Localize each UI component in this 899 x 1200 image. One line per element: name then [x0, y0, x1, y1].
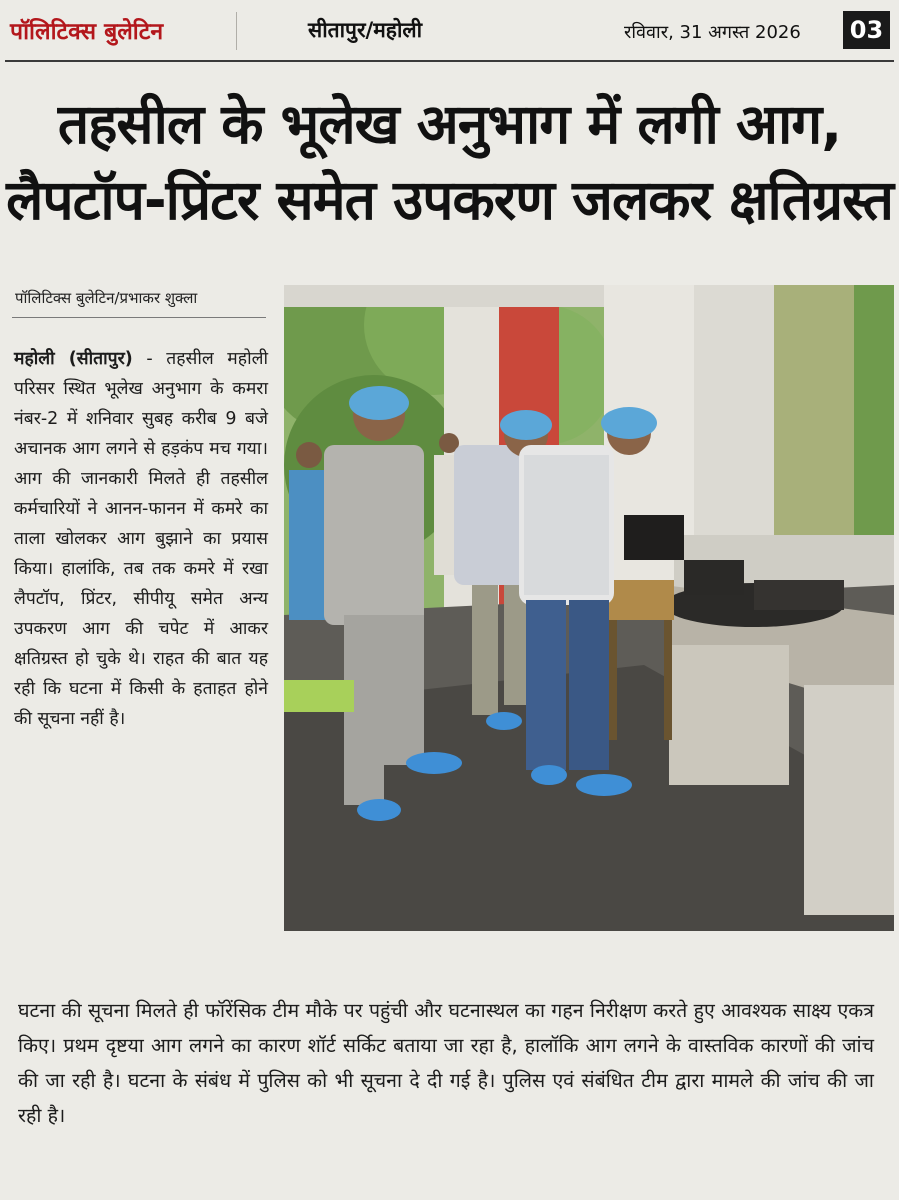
byline-rule [12, 317, 266, 318]
edition-label: सीतापुर/महोली [308, 18, 423, 42]
headline-line-1: तहसील के भूलेख अनुभाग में लगी आग, [57, 92, 842, 156]
article-paragraph-2: घटना की सूचना मिलते ही फॉरेंसिक टीम मौके पर पहुंची और घटनास्थल का गहन निरीक्षण करते हुए आवश्यक साक्ष्य एकत्र किए। प्रथम दृष्टया आग लगने का कारण शॉर्ट सर्किट बताया जा रहा है, हालॉकि आग लगने के वास्तविक कारणों की जांच की जा रही है। घटना के संबंध में पुलिस को भी सूचना दे दी गई है। पुलिस एवं संबंधित टीम द्वारा मामले की जांच की जा रही है। [18, 999, 874, 1127]
article-column [14, 344, 268, 734]
article-paragraph-1: - तहसील महोली परिसर स्थित भूलेख अनुभाग के कमरा नंबर-2 में शनिवार सुबह करीब 9 बजे अचानक आग लगने से हड़कंप मच गया। आग की जानकारी मिलते ही तहसील कर्मचारियों ने आनन-फानन में कमरे का ताला खोलकर आग बुझाने का प्रयास किया। हालांकि, तब तक कमरे में रखा लैपटॉप, प्रिंटर, सीपीयू समेत अन्य उपकरण आग की चपेट में आकर क्षतिग्रस्त हो चुके थे। राहत की बात यह रही कि घटना में किसी के हताहत होने की सूचना नहीं है। [14, 349, 268, 729]
photo-illustration [284, 285, 894, 931]
headline [0, 86, 899, 238]
byline: पॉलिटिक्स बुलेटिन/प्रभाकर शुक्ला [15, 289, 198, 307]
masthead-divider [236, 12, 237, 50]
brand-name: पॉलिटिक्स बुलेटिन [10, 19, 164, 45]
page-number-badge: 03 [843, 11, 890, 49]
news-photo [284, 285, 894, 931]
dateline: महोली (सीतापुर) [14, 349, 133, 369]
headline-line-2: लैपटॉप-प्रिंटर समेत उपकरण जलकर क्षतिग्रस्त [6, 168, 893, 232]
header-rule [5, 60, 894, 62]
issue-date: रविवार, 31 अगस्त 2026 [624, 22, 801, 43]
masthead [0, 0, 899, 62]
